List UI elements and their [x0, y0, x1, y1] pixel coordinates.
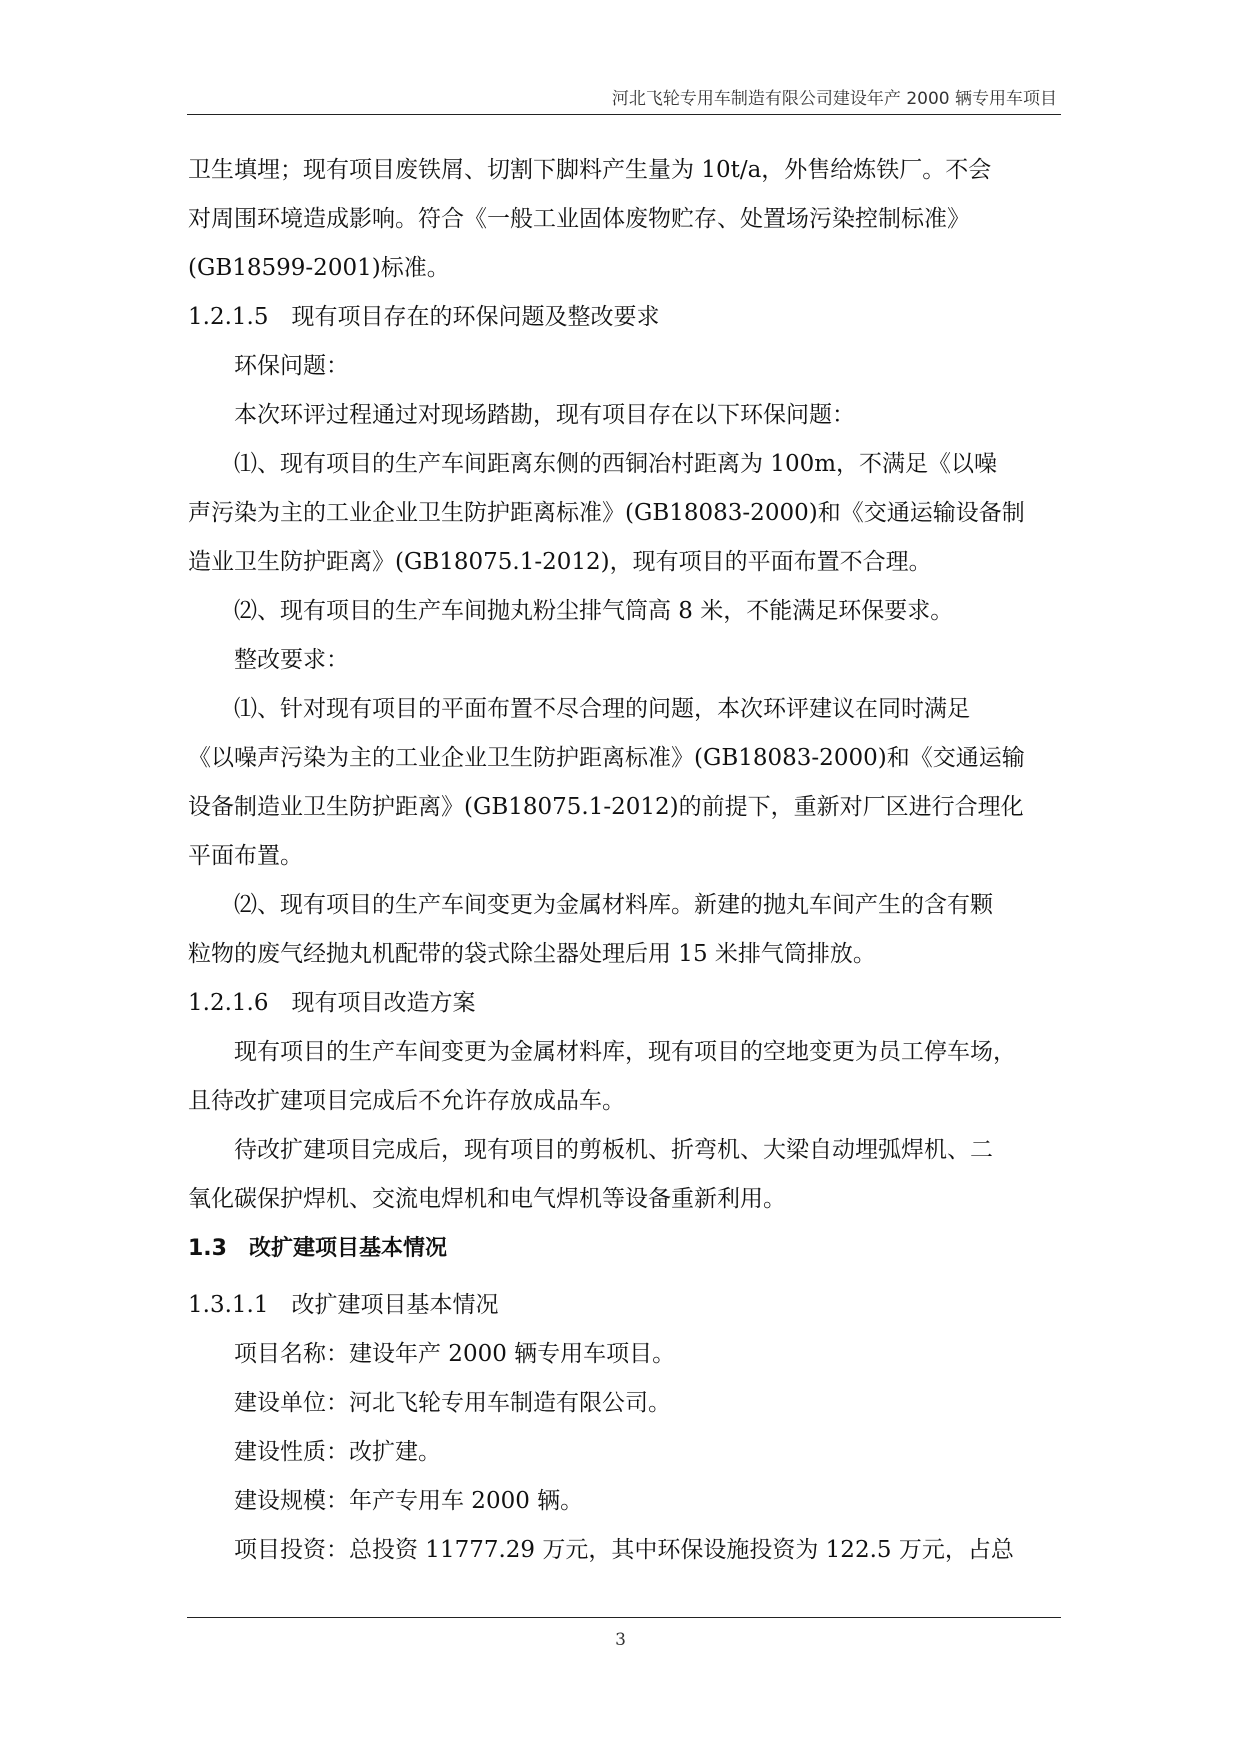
text-line: ⑴、现有项目的生产车间距离东侧的西铜冶村距离为 100m，不满足《以噪: [234, 451, 998, 477]
text-line: 粒物的废气经抛丸机配带的袋式除尘器处理后用 15 米排气筒排放。: [188, 941, 876, 967]
header-title: 河北飞轮专用车制造有限公司建设年产 2000 辆专用车项目: [611, 89, 1057, 109]
text-line: 项目投资：总投资 11777.29 万元，其中环保设施投资为 122.5 万元，占总: [234, 1537, 1014, 1563]
page-number: 3: [615, 1630, 626, 1650]
text-line: ⑵、现有项目的生产车间变更为金属材料库。新建的抛丸车间产生的含有颗: [234, 892, 993, 918]
text-line: 平面布置。: [188, 843, 303, 869]
text-line: (GB18599-2001)标准。: [188, 255, 450, 281]
page-header: [187, 84, 1061, 115]
text-line: ⑵、现有项目的生产车间抛丸粉尘排气筒高 8 米，不能满足环保要求。: [234, 598, 954, 624]
text-line: 1.2.1.5 现有项目存在的环保问题及整改要求: [188, 304, 660, 330]
text-line: 声污染为主的工业企业卫生防护距离标准》(GB18083-2000)和《交通运输设备制: [188, 500, 1025, 526]
footer-divider: [187, 1617, 1061, 1618]
text-line: 待改扩建项目完成后，现有项目的剪板机、折弯机、大梁自动埋弧焊机、二: [234, 1137, 993, 1163]
text-line: 卫生填埋；现有项目废铁屑、切割下脚料产生量为 10t/a，外售给炼铁厂。不会: [188, 157, 992, 183]
text-line: 整改要求：: [234, 647, 349, 673]
text-line: 对周围环境造成影响。符合《一般工业固体废物贮存、处置场污染控制标准》: [188, 206, 970, 232]
text-line: 建设单位：河北飞轮专用车制造有限公司。: [234, 1390, 671, 1416]
document-body: [188, 155, 1060, 1584]
text-line: ⑴、针对现有项目的平面布置不尽合理的问题，本次环评建议在同时满足: [234, 696, 970, 722]
text-line: 氧化碳保护焊机、交流电焊机和电气焊机等设备重新利用。: [188, 1186, 786, 1212]
text-line: 《以噪声污染为主的工业企业卫生防护距离标准》(GB18083-2000)和《交通运输: [188, 745, 1025, 771]
text-line: 本次环评过程通过对现场踏勘，现有项目存在以下环保问题：: [234, 402, 855, 428]
text-line: 环保问题：: [234, 353, 349, 379]
text-line: 建设性质：改扩建。: [234, 1439, 441, 1465]
text-line: 造业卫生防护距离》(GB18075.1-2012)，现有项目的平面布置不合理。: [188, 549, 932, 575]
text-line: 项目名称：建设年产 2000 辆专用车项目。: [234, 1341, 676, 1367]
text-line: 现有项目的生产车间变更为金属材料库，现有项目的空地变更为员工停车场，: [234, 1039, 1016, 1065]
text-line: 且待改扩建项目完成后不允许存放成品车。: [188, 1088, 625, 1114]
text-line: 1.2.1.6 现有项目改造方案: [188, 990, 476, 1016]
text-line: 设备制造业卫生防护距离》(GB18075.1-2012)的前提下，重新对厂区进行合理化: [188, 794, 1024, 820]
text-line: 建设规模：年产专用车 2000 辆。: [234, 1488, 584, 1514]
text-line: 1.3.1.1 改扩建项目基本情况: [188, 1292, 499, 1318]
section-heading: 1.3 改扩建项目基本情况: [188, 1236, 447, 1261]
